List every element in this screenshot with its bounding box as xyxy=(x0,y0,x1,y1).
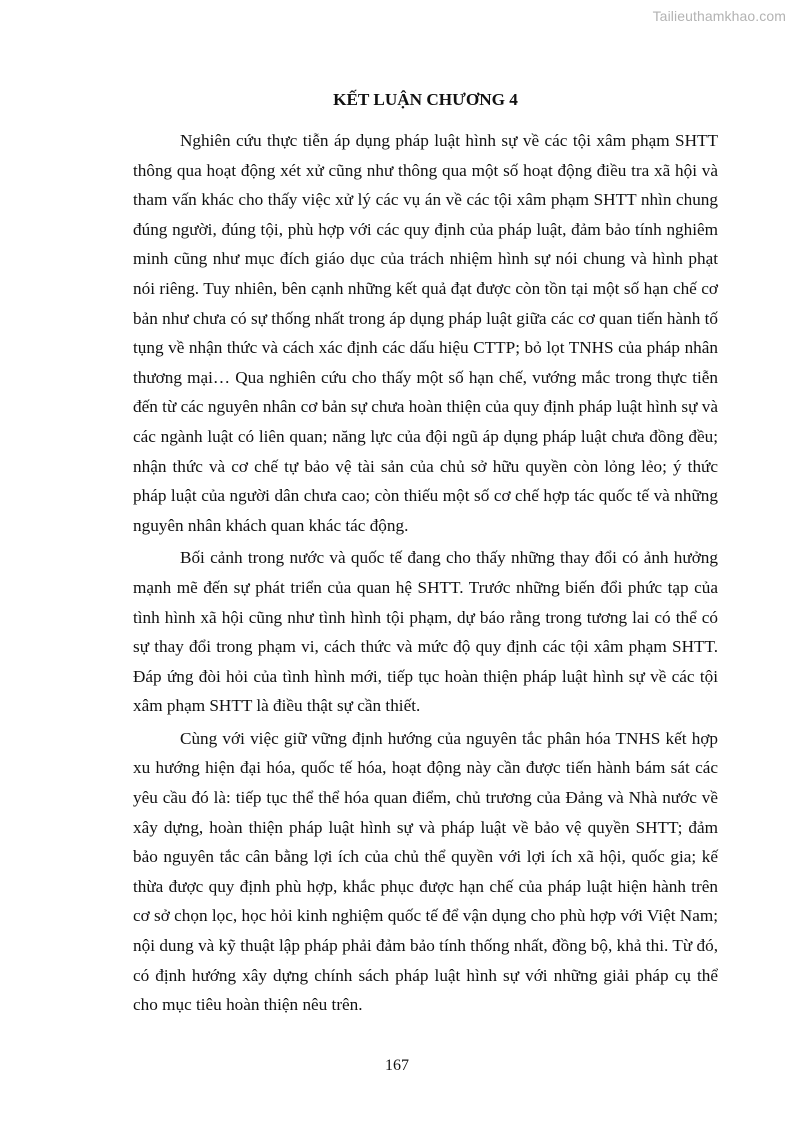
watermark-text: Tailieuthamkhao.com xyxy=(652,8,786,24)
paragraph-1: Nghiên cứu thực tiễn áp dụng pháp luật hình sự về các tội xâm phạm SHTT thông qua hoạt động xét xử cũng như thông qua một số hoạt động điều tra xã hội và tham vấn khác cho thấy việc xử lý các vụ án về các tội xâm phạm SHTT nhìn chung đúng người, đúng tội, phù hợp với các quy định của pháp luật, đảm bảo tính nghiêm minh cũng như mục đích giáo dục của trách nhiệm hình sự nói chung và hình phạt nói riêng. Tuy nhiên, bên cạnh những kết quả đạt được còn tồn tại một số hạn chế cơ bản như chưa có sự thống nhất trong áp dụng pháp luật giữa các cơ quan tiến hành tố tụng về nhận thức và cách xác định các dấu hiệu CTTP; bỏ lọt TNHS của pháp nhân thương mại… Qua nghiên cứu cho thấy một số hạn chế, vướng mắc trong thực tiễn đến từ các nguyên nhân cơ bản sự chưa hoàn thiện của quy định pháp luật hình sự và các ngành luật có liên quan; năng lực của đội ngũ áp dụng pháp luật chưa đồng đều; nhận thức và cơ chế tự bảo vệ tài sản của chủ sở hữu quyền còn lỏng lẻo; ý thức pháp luật của người dân chưa cao; còn thiếu một số cơ chế hợp tác quốc tế và những nguyên nhân khách quan khác tác động. xyxy=(133,131,718,535)
page-number: 167 xyxy=(385,1057,409,1074)
paragraph-3: Cùng với việc giữ vững định hướng của nguyên tắc phân hóa TNHS kết hợp xu hướng hiện đại hóa, quốc tế hóa, hoạt động này cần được tiến hành bám sát các yêu cầu đó là: tiếp tục thể thể hóa quan điểm, chủ trương của Đảng và Nhà nước về xây dựng, hoàn thiện pháp luật hình sự và pháp luật về bảo vệ quyền SHTT; đảm bảo nguyên tắc cân bằng lợi ích của chủ thể quyền với lợi ích xã hội, quốc gia; kế thừa được quy định phù hợp, khắc phục được hạn chế của pháp luật hiện hành trên cơ sở chọn lọc, học hỏi kinh nghiệm quốc tế để vận dụng cho phù hợp với Việt Nam; nội dung và kỹ thuật lập pháp phải đảm bảo tính thống nhất, đồng bộ, khả thi. Từ đó, có định hướng xây dựng chính sách pháp luật hình sự với những giải pháp cụ thể cho mục tiêu hoàn thiện nêu trên. xyxy=(133,728,718,1015)
chapter-title: KẾT LUẬN CHƯƠNG 4 xyxy=(333,90,518,109)
document-page-body xyxy=(133,88,718,1023)
paragraph-2: Bối cảnh trong nước và quốc tế đang cho thấy những thay đổi có ảnh hưởng mạnh mẽ đến sự phát triển của quan hệ SHTT. Trước những biến đổi phức tạp của tình hình xã hội cũng như tình hình tội phạm, dự báo rằng trong tương lai có thể có sự thay đổi trong phạm vi, cách thức và mức độ quy định các tội xâm phạm SHTT. Đáp ứng đòi hỏi của tình hình mới, tiếp tục hoàn thiện pháp luật hình sự về các tội xâm phạm SHTT là điều thật sự cần thiết. xyxy=(133,548,718,716)
